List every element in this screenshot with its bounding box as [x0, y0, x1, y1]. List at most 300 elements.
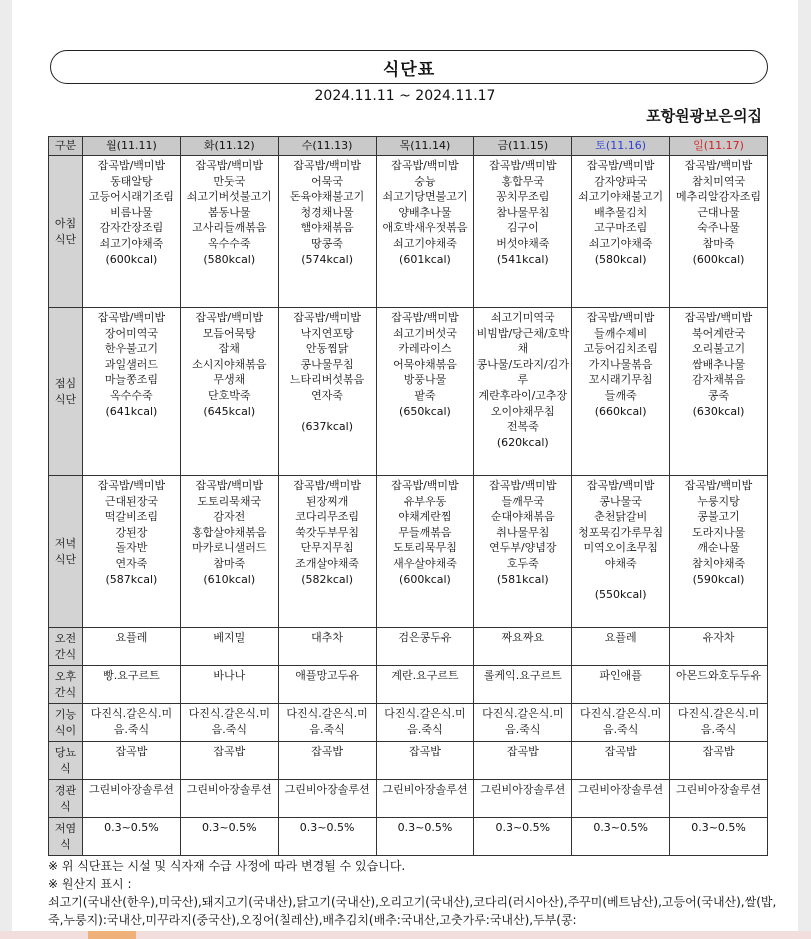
menu-cell — [376, 476, 474, 628]
menu-item: 고사리들깨볶음 — [192, 221, 267, 235]
menu-item: 잡곡밥/백미밥 — [586, 159, 655, 172]
menu-item: 다진식.갈은식.미음.죽식 — [286, 707, 368, 736]
menu-item: 야채계란찜 — [398, 510, 452, 524]
menu-item: 옥수수죽 — [110, 388, 153, 402]
menu-item: 연두부/양념장 — [489, 541, 557, 555]
row-label — [49, 308, 83, 476]
menu-header-row — [49, 137, 768, 156]
menu-item: 단무지무침 — [300, 541, 354, 555]
menu-item: 잡곡밥 — [115, 745, 148, 758]
row-label-line: 오후 — [54, 669, 77, 683]
menu-cell — [180, 156, 278, 308]
row-label — [49, 156, 83, 308]
menu-item: 순대야채볶음 — [490, 510, 555, 524]
menu-item: 꼬시래기무침 — [588, 373, 653, 387]
menu-item: (645kcal) — [203, 404, 256, 418]
menu-item: 대추차 — [311, 631, 344, 644]
menu-item: 감자전 — [213, 510, 246, 524]
menu-period: 2024.11.11 ~ 2024.11.17 — [314, 88, 496, 104]
menu-item: 단호박죽 — [208, 388, 251, 402]
menu-item: 잡곡밥/백미밥 — [97, 479, 166, 492]
menu-row — [49, 308, 768, 476]
menu-item: 동태알탕 — [110, 174, 153, 188]
menu-item: 0.3~0.5% — [495, 821, 551, 834]
menu-item: 잡곡밥/백미밥 — [489, 479, 557, 492]
menu-item: 연자죽 — [311, 388, 344, 402]
row-label — [49, 742, 83, 780]
menu-item: 다진식.갈은식.미음.죽식 — [90, 707, 173, 736]
menu-item: 도라지나물 — [691, 525, 746, 539]
menu-cell — [376, 308, 474, 476]
menu-item: 잡곡밥 — [506, 745, 539, 758]
menu-item: 햄야채볶음 — [300, 221, 354, 235]
menu-item: 쇠고기버섯불고기 — [186, 190, 272, 204]
menu-item: 잡채 — [218, 342, 240, 356]
menu-item: 가지나물볶음 — [588, 357, 653, 371]
menu-cell — [474, 704, 572, 742]
menu-cell — [572, 742, 670, 780]
menu-item: 쇠고기야채죽 — [588, 236, 653, 250]
menu-item: 마카로니샐러드 — [192, 541, 267, 555]
menu-item: (582kcal) — [301, 572, 353, 586]
menu-cell — [572, 156, 670, 308]
row-label — [49, 666, 83, 704]
menu-item: 참마죽 — [702, 236, 735, 250]
menu-item: 애호박새우젓볶음 — [382, 221, 468, 235]
menu-item: 잡곡밥/백미밥 — [195, 311, 263, 324]
menu-item: 잡곡밥 — [702, 745, 735, 758]
menu-cell — [376, 666, 474, 704]
menu-cell — [376, 818, 474, 856]
origin-title: ※ 원산지 표시 : — [48, 877, 132, 891]
menu-item: 참치미역국 — [691, 174, 746, 188]
row-label — [49, 476, 83, 628]
menu-item: 배추물김치 — [594, 205, 648, 219]
menu-item: 계란후라이/고추장 — [478, 388, 568, 402]
menu-cell — [278, 308, 376, 476]
menu-item: 숭늉 — [414, 174, 436, 188]
menu-item: 떡갈비조림 — [104, 510, 158, 524]
menu-item: 감자양파국 — [594, 174, 648, 188]
menu-item: 돈육야채불고기 — [289, 190, 365, 204]
row-label-line: 식단 — [54, 392, 77, 406]
menu-item: 미역오이초무침 — [583, 541, 658, 555]
menu-item: 잡곡밥/백미밥 — [293, 479, 361, 492]
menu-item: 잡곡밥/백미밥 — [586, 311, 655, 324]
menu-item: 쇠고기버섯국 — [393, 326, 457, 340]
header-day-wed: 수(11.13) — [278, 137, 376, 156]
menu-item: 다진식.갈은식.미음.죽식 — [384, 707, 466, 736]
menu-cell — [474, 308, 572, 476]
document-title-text: 식단표 — [382, 59, 436, 80]
menu-item: 마늘쫑조림 — [104, 373, 158, 387]
menu-cell — [83, 742, 181, 780]
menu-item: 참나물무침 — [496, 205, 550, 219]
menu-item: 만둣국 — [213, 174, 246, 188]
menu-item: 조개살야채죽 — [295, 556, 359, 570]
menu-item: 롤케익.요구르트 — [483, 669, 562, 682]
menu-cell — [180, 818, 278, 856]
menu-item: (600kcal) — [105, 252, 158, 266]
menu-item: 0.3~0.5% — [691, 821, 746, 834]
menu-cell — [572, 476, 670, 628]
row-label-line: 식 — [60, 799, 71, 813]
menu-cell — [572, 780, 670, 818]
menu-item: 0.3~0.5% — [104, 821, 159, 834]
menu-cell — [572, 704, 670, 742]
menu-item: 쇠고기야채불고기 — [578, 190, 664, 204]
footer-tab[interactable] — [88, 931, 136, 939]
menu-item: 강된장 — [115, 525, 148, 539]
menu-item: 잡곡밥/백미밥 — [391, 479, 459, 492]
menu-item: 참치야채죽 — [691, 556, 746, 570]
menu-item: 오이야채무침 — [490, 404, 555, 418]
menu-item: 고등어김치조림 — [583, 342, 658, 356]
menu-item: 느타리버섯볶음 — [289, 373, 365, 387]
menu-item: (650kcal) — [399, 404, 451, 418]
menu-cell — [83, 780, 181, 818]
menu-item: 취나물무침 — [496, 525, 550, 539]
menu-item: (641kcal) — [105, 404, 158, 418]
row-label-line: 저녁 — [54, 536, 77, 550]
menu-cell — [278, 780, 376, 818]
row-label-line: 식이 — [54, 723, 77, 737]
menu-item: 요플레 — [604, 631, 637, 644]
menu-cell — [278, 742, 376, 780]
menu-item: 계란.요구르트 — [391, 669, 459, 682]
menu-item: 잡곡밥/백미밥 — [586, 479, 655, 492]
menu-cell — [572, 666, 670, 704]
menu-item: 다진식.갈은식.미음.죽식 — [579, 707, 662, 736]
menu-row — [49, 742, 768, 780]
document-page — [12, 0, 798, 939]
menu-cell — [83, 308, 181, 476]
menu-cell — [180, 666, 278, 704]
menu-item: 쇠고기미역국 — [490, 311, 555, 324]
weekly-menu-table — [48, 136, 768, 856]
menu-cell — [376, 704, 474, 742]
menu-cell — [278, 476, 376, 628]
menu-item: 전복죽 — [506, 420, 539, 434]
menu-item: 잡곡밥/백미밥 — [684, 311, 753, 324]
menu-item: 다진식.갈은식.미음.죽식 — [188, 707, 270, 736]
header-day-tue: 화(11.12) — [180, 137, 278, 156]
menu-cell — [572, 308, 670, 476]
row-label — [49, 780, 83, 818]
menu-item: 애플망고두유 — [295, 669, 359, 682]
menu-item: 0.3~0.5% — [593, 821, 648, 834]
menu-item: 쌈배추나물 — [691, 357, 746, 371]
menu-item: 유부우동 — [403, 494, 447, 508]
menu-item: 쇠고기당면불고기 — [382, 190, 468, 204]
menu-item: 팥죽 — [414, 388, 436, 402]
menu-cell — [180, 308, 278, 476]
row-label-line: 간식 — [54, 685, 77, 699]
row-label-line: 식 — [60, 837, 71, 851]
menu-item: 그린비아장솔루션 — [382, 783, 468, 796]
menu-item: 그린비아장솔루션 — [88, 783, 174, 796]
menu-item: 코다리무조림 — [295, 510, 359, 524]
menu-cell — [83, 666, 181, 704]
menu-item: 감자간장조림 — [99, 221, 164, 235]
header-day-mon: 월(11.11) — [83, 137, 181, 156]
menu-cell — [670, 704, 768, 742]
menu-item: 잡곡밥/백미밥 — [684, 159, 753, 172]
menu-item: 오리불고기 — [691, 342, 746, 356]
notes-section — [48, 857, 788, 929]
menu-item: 춘천닭갈비 — [594, 510, 648, 524]
menu-item: (630kcal) — [692, 404, 745, 418]
menu-item: 콩나물국 — [599, 494, 642, 508]
row-label-line: 간식 — [54, 647, 77, 661]
menu-item: 다진식.갈은식.미음.죽식 — [677, 707, 760, 736]
menu-item: 모듬어묵탕 — [202, 326, 256, 340]
menu-item: 청포묵김가루무침 — [578, 525, 664, 539]
menu-item: 짜요짜요 — [501, 631, 545, 644]
menu-item: 북어계란국 — [691, 326, 746, 340]
menu-cell — [474, 628, 572, 666]
menu-item: 감자채볶음 — [691, 373, 746, 387]
menu-item: (574kcal) — [301, 252, 353, 266]
menu-item: 땅콩죽 — [311, 236, 344, 250]
menu-item: 카레라이스 — [398, 342, 452, 356]
menu-item — [280, 404, 375, 420]
row-label — [49, 628, 83, 666]
menu-cell — [376, 156, 474, 308]
header-day-sat: 토(11.16) — [572, 137, 670, 156]
menu-item: 잡곡밥/백미밥 — [489, 159, 557, 172]
row-label — [49, 818, 83, 856]
menu-item: (660kcal) — [594, 404, 647, 418]
menu-item: (637kcal) — [301, 420, 353, 434]
menu-item: 돌자반 — [115, 541, 148, 555]
menu-cell — [572, 628, 670, 666]
menu-item: (600kcal) — [692, 252, 745, 266]
header-label: 구분 — [49, 137, 83, 156]
row-label-line: 식단 — [54, 552, 77, 566]
menu-cell — [278, 156, 376, 308]
menu-item: 누룽지탕 — [697, 494, 740, 508]
menu-cell — [474, 666, 572, 704]
menu-row — [49, 818, 768, 856]
menu-item: 어묵야채볶음 — [393, 357, 457, 371]
menu-cell — [474, 742, 572, 780]
menu-item: 무들깨볶음 — [398, 525, 452, 539]
menu-item: 비빔밥/당근채/호박채 — [476, 326, 569, 356]
menu-item: 아몬드와호두두유 — [676, 669, 762, 682]
menu-cell — [278, 818, 376, 856]
menu-item: 도토리묵채국 — [197, 494, 262, 508]
menu-item: 그린비아장솔루션 — [284, 783, 370, 796]
row-label-line: 식 — [60, 761, 71, 775]
menu-cell — [670, 742, 768, 780]
menu-item: 한우불고기 — [104, 342, 158, 356]
menu-item: 낙지연포탕 — [300, 326, 354, 340]
menu-item: 숙주나물 — [697, 221, 740, 235]
menu-item: 쇠고기야채죽 — [99, 236, 164, 250]
menu-item: 깨순나물 — [697, 541, 740, 555]
row-label-line: 점심 — [54, 376, 77, 390]
menu-item — [573, 572, 668, 588]
menu-cell — [376, 742, 474, 780]
menu-item: 콩나물/도라지/김가루 — [476, 357, 569, 387]
menu-item: (601kcal) — [399, 252, 451, 266]
menu-cell — [376, 628, 474, 666]
menu-cell — [670, 628, 768, 666]
header-day-thu: 목(11.14) — [376, 137, 474, 156]
menu-item: 쑥갓두부무침 — [295, 525, 359, 539]
menu-item: 과일샐러드 — [104, 357, 158, 371]
menu-item: 호두죽 — [506, 556, 539, 570]
menu-item: 청경채나물 — [300, 205, 354, 219]
menu-cell — [474, 156, 572, 308]
menu-item: (587kcal) — [105, 572, 158, 586]
menu-cell — [278, 666, 376, 704]
menu-row — [49, 666, 768, 704]
menu-item: 꽁치무조림 — [496, 190, 550, 204]
menu-item: 들깨죽 — [604, 388, 637, 402]
row-label-line: 경관 — [54, 783, 77, 797]
row-label-line: 저염 — [54, 821, 77, 835]
menu-cell — [83, 818, 181, 856]
origin-text: 쇠고기(국내산(한우),미국산),돼지고기(국내산),닭고기(국내산),오리고기(국내산),코다리(러시아산),주꾸미(베트남산),고등어(국내산),쌀(밥,죽,누룽지):국내산,미꾸라지(중국산),오징어(칠레산),배추김치(배추:국내산,고춧가루:국내산),두부(콩: — [48, 895, 777, 927]
menu-item: 잡곡밥/백미밥 — [293, 311, 361, 324]
menu-item: 근대된장국 — [104, 494, 158, 508]
change-notice: ※ 위 식단표는 시설 및 식자재 수급 사정에 따라 변경될 수 있습니다. — [48, 859, 406, 873]
menu-item: 잡곡밥/백미밥 — [195, 479, 263, 492]
menu-item: 김구이 — [506, 221, 539, 235]
menu-item: 그린비아장솔루션 — [186, 783, 272, 796]
menu-item: 잡곡밥 — [604, 745, 637, 758]
menu-item: 잡곡밥/백미밥 — [391, 159, 459, 172]
menu-item: 그린비아장솔루션 — [480, 783, 566, 796]
menu-cell — [670, 780, 768, 818]
menu-item: 잡곡밥/백미밥 — [97, 159, 166, 172]
menu-item: 잡곡밥/백미밥 — [195, 159, 263, 172]
row-label — [49, 704, 83, 742]
menu-cell — [670, 156, 768, 308]
menu-cell — [572, 818, 670, 856]
menu-item: 안동찜닭 — [305, 342, 349, 356]
menu-item: 쇠고기야채죽 — [393, 236, 457, 250]
menu-item: 홍합무국 — [501, 174, 545, 188]
menu-item: 홍합살야채볶음 — [192, 525, 267, 539]
row-label-line: 오전 — [54, 631, 77, 645]
row-label-line: 아침 — [54, 216, 77, 230]
menu-item: 고등어시래기조림 — [88, 190, 174, 204]
menu-cell — [180, 476, 278, 628]
menu-item: 버섯야채죽 — [496, 236, 550, 250]
menu-item: 바나나 — [213, 669, 246, 682]
menu-item: 잡곡밥/백미밥 — [391, 311, 459, 324]
menu-cell — [670, 476, 768, 628]
menu-item: 콩나물무침 — [300, 357, 354, 371]
menu-cell — [180, 742, 278, 780]
menu-item: 옥수수죽 — [208, 236, 251, 250]
menu-item: 비름나물 — [110, 205, 153, 219]
menu-item: 다진식.갈은식.미음.죽식 — [482, 707, 564, 736]
menu-item: 참마죽 — [213, 556, 246, 570]
menu-item: 파인애플 — [599, 669, 642, 682]
menu-row — [49, 628, 768, 666]
menu-item: 고구마조림 — [594, 221, 648, 235]
menu-item: 메추리알감자조림 — [676, 190, 762, 204]
menu-item: 도토리묵무침 — [393, 541, 457, 555]
menu-item: (600kcal) — [399, 572, 451, 586]
menu-cell — [376, 780, 474, 818]
menu-item: 요플레 — [115, 631, 148, 644]
menu-item: 연자죽 — [115, 556, 148, 570]
menu-item: 무생채 — [213, 373, 246, 387]
menu-item: 새우살야채죽 — [393, 556, 457, 570]
menu-item: 근대나물 — [697, 205, 740, 219]
menu-item: (580kcal) — [203, 252, 256, 266]
row-label-line: 식단 — [54, 232, 77, 246]
menu-cell — [180, 628, 278, 666]
menu-cell — [83, 156, 181, 308]
menu-item: (610kcal) — [203, 572, 256, 586]
menu-item: (550kcal) — [594, 588, 647, 602]
menu-item: (581kcal) — [496, 572, 549, 586]
menu-item: 양배추나물 — [398, 205, 452, 219]
menu-item: 0.3~0.5% — [397, 821, 453, 834]
row-label-line: 기능 — [54, 707, 77, 721]
menu-row — [49, 476, 768, 628]
menu-item: 잡곡밥 — [311, 745, 344, 758]
menu-item: 0.3~0.5% — [299, 821, 355, 834]
menu-row — [49, 780, 768, 818]
menu-item: 그린비아장솔루션 — [578, 783, 664, 796]
menu-cell — [474, 818, 572, 856]
menu-cell — [278, 628, 376, 666]
menu-cell — [180, 780, 278, 818]
menu-item: 0.3~0.5% — [201, 821, 257, 834]
menu-item: 방풍나물 — [403, 373, 447, 387]
menu-item: 빵.요구르트 — [103, 669, 160, 682]
menu-row — [49, 704, 768, 742]
menu-cell — [474, 780, 572, 818]
menu-item: 들깨무국 — [501, 494, 545, 508]
menu-item: 콩죽 — [707, 388, 730, 402]
menu-item: 잡곡밥/백미밥 — [684, 479, 753, 492]
menu-cell — [474, 476, 572, 628]
menu-row — [49, 156, 768, 308]
menu-item: (620kcal) — [496, 435, 549, 449]
menu-item: 콩불고기 — [697, 510, 740, 524]
organization-name: 포항원광보은의집 — [646, 107, 762, 125]
menu-item: 잡곡밥 — [409, 745, 441, 758]
menu-item: 어묵국 — [311, 174, 344, 188]
menu-item: 된장찌개 — [305, 494, 349, 508]
menu-item: (580kcal) — [594, 252, 647, 266]
menu-cell — [278, 704, 376, 742]
header-day-sun: 일(11.17) — [670, 137, 768, 156]
menu-item: 야채죽 — [604, 556, 637, 570]
menu-cell — [83, 704, 181, 742]
menu-item: 소시지야채볶음 — [192, 357, 267, 371]
header-day-fri: 금(11.15) — [474, 137, 572, 156]
menu-cell — [670, 818, 768, 856]
menu-item: 잡곡밥 — [213, 745, 246, 758]
menu-cell — [83, 628, 181, 666]
menu-cell — [180, 704, 278, 742]
menu-item: (541kcal) — [496, 252, 549, 266]
menu-item: 들깨수제비 — [594, 326, 648, 340]
menu-cell — [670, 666, 768, 704]
menu-item: 장어미역국 — [104, 326, 158, 340]
menu-item: 유자차 — [702, 631, 735, 644]
menu-item: 봄동나물 — [208, 205, 251, 219]
